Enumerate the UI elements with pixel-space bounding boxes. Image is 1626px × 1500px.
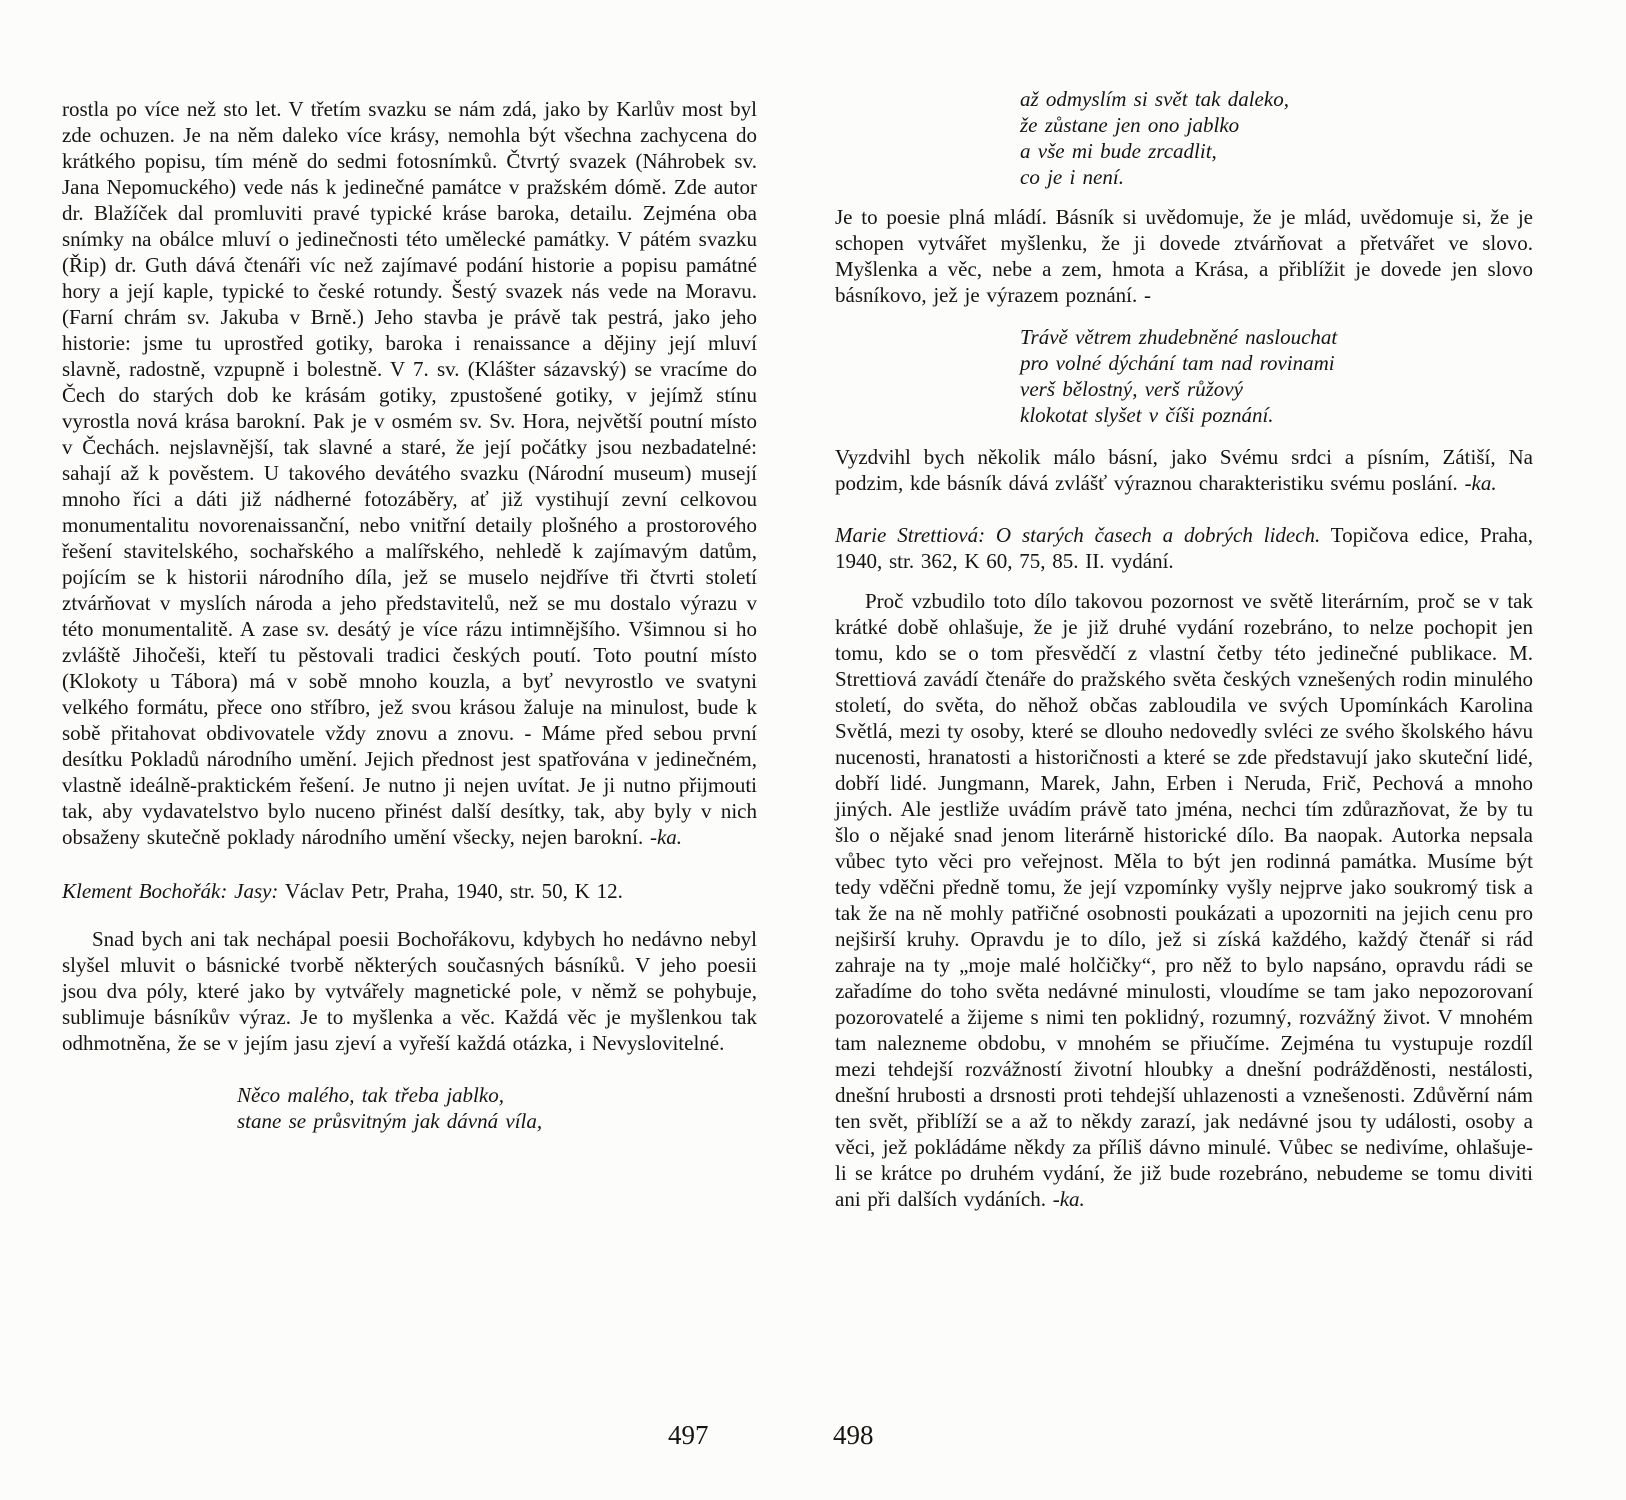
poem-line: klokotat slyšet v číši poznání. [1020, 403, 1274, 427]
heading-italic-part: Klement Bochořák: Jasy: [62, 879, 279, 903]
poem-line: stane se průsvitným jak dávná víla, [237, 1109, 543, 1133]
poem-line: co je i není. [1020, 165, 1124, 189]
paragraph-text: Snad bych ani tak nechápal poesii Bochořákovu, kdybych ho nedávno nebyl slyšel mluvit o básnické tvorbě některých současných básníků. V jeho poesii jsou dva póly, které jako by vytvářely magnetické pole, v němž se pohybuje, sublimuje básníkův výraz. Je to myšlenka a věc. Každá věc je myšlenkou tak odhmotněna, že se v jejím jasu zjeví a vyřeší každá otázka, i Nevyslovitelné. [62, 927, 757, 1055]
page-number-498: 498 [833, 1420, 874, 1450]
paragraph-text: rostla po více než sto let. V třetím svazku se nám zdá, jako by Karlův most byl zde ochuzen. Je na něm daleko více krásy, nemohla být všechna zachycena do krátkého popisu, tím méně do sedmi fotosnímků. Čtvrtý svazek (Náhrobek sv. Jana Nepomuckého) vede nás k jedinečné památce v pražském dómě. Zde autor dr. Blažíček dal promluviti pravé typické kráse baroka, detailu. Zejména oba snímky na obálce mluví o jedinečnosti této umělecké památky. V pátém svazku (Řip) dr. Guth dává čtenáři víc než zajímavé podání historie a popisu památné hory a její kaple, typické to české rotundy. Šestý svazek nás vede na Moravu. (Farní chrám sv. Jakuba v Brně.) Jeho stavba je právě tak pestrá, jako jeho historie: jsme tu uprostřed gotiky, baroka i renaissance a dějiny její mluví slavně, radostně, vzpupně i bolestně. V 7. sv. (Klášter sázavský) se vracíme do Čech do starých dob ke krásám gotiky, zpustošené gotiky, v jejímž stínu vyrostla nová krása barokní. Pak je v osmém sv. Sv. Hora, největší poutní místo v Čechách. nejslavnější, tak slavné a staré, že její počátky jsou nezbadatelné: sahají až k pověstem. U takového devátého svazku (Národní museum) musejí mnoho říci a dáti již nádherné fotozáběry, ať již vystihují zevní celkovou monumentalitu novorenaissanční, nebo vnitřní detaily plošného a prostorového řešení stavitelského, sochařského a malířského, nehledě k zajímavým datům, pojícím se k historii národního díla, jež se muselo nejdříve tři čtvrti století ztvárňovat v myslích národa a jeho představitelů, než se mu dostalo výrazu v této monumentalitě. A zase sv. desátý je více rázu intimnějšího. Všimnou si ho zvláště Jihočeši, kteří tu pěstovali tradici českých poutí. Toto poutní místo (Klokoty u Tábora) má v sobě mnoho kouzla, a byť nevyrostlo ve svatyni velkého formátu, přece ono stříbro, jež svou krásou žaluje na minulost, bude k sobě přitahovat obdivovatele vždy znovu a znovu. - Máme před sebou první desítku Pokladů národního umění. Jejich přednost jest spatřována v jedinečném, vlastně ideálně-praktickém řešení. Je nutno ji nejen uvítat. Je ji nutno přijmouti tak, aby vydavatelstvo bylo nuceno přinést další desítky, tak, aby byly v nich obsaženy skutečně poklady národního umění všecky, nejen barokní. [62, 97, 757, 849]
paragraph-poesie-mladi [835, 204, 1533, 308]
poem-line: Něco malého, tak třeba jablko, [237, 1083, 504, 1107]
poem-line: že zůstane jen ono jablko [1020, 113, 1240, 137]
poem-line: Trávě větrem zhudebněné naslouchat [1020, 325, 1338, 349]
paragraph-text: Proč vzbudilo toto dílo takovou pozornost ve světě literárním, proč se v tak krátké době ohlašuje, že je již druhé vydání rozebráno, to nelze pochopit jen tomu, kdo se o tom přesvědčí z vlastní četby této jedinečné publikace. M. Strettiová zavádí čtenáře do pražského světa českých vznešených rodin minulého století, do světa, do něhož občas zabloudila ve svých Upomínkách Karolina Světlá, mezi ty osoby, které se dlouho nedovedly svléci ze svého školského hávu nucenosti, hranatosti a historičnosti a které se zde představují jako skuteční lidé, dobří lidé. Jungmann, Marek, Jahn, Erben i Neruda, Frič, Pechová a mnoho jiných. Ale jestliže uvádím právě tato jména, nechci tím zdůrazňovat, že by tu šlo o nějaké snad jenom literárně historické dílo. Ba naopak. Autorka nepsala vůbec tyto věci pro veřejnost. Měla to být jen rodinná památka. Musíme být tedy vděčni předně tomu, že její vzpomínky vyšly nejprve jako soukromý tisk a tak že na ně mohly patřičné osobnosti poukázati a upozorniti na jejich cenu pro nejširší kruhy. Opravdu je to dílo, jež si získá každého, každý čtenář si rád zahraje na ty „moje malé holčičky“, pro něž to bylo napsáno, opravdu rádi se zařadíme do toho světa nedávné minulosti, vloudíme se tam jako nepozorovaní pozorovatelé a žijeme s nimi ten poklidný, rozumný, rozvážný život. V mnohém tam nalezneme obdobu, v mnohém se přiučíme. Zejména tu vystupuje rozdíl mezi tehdejší rozvážností životní hloubky a dnešní podrážděnosti, nestálosti, dnešní hrubosti a drsnosti proti tehdejší uhlazenosti a vznešenosti. Zdůvěrní nám ten svět, přiblíží se a až to někdy zarazí, jak nedávné jsou ty události, osoby a věci, jež pokládáme někdy za příliš dávno minulé. Vůbec se nedivíme, ohlašuje-li se krátce po druhém vydání, že již bude rozebráno, nebudeme se tomu diviti ani při dalších vydáních. [835, 589, 1533, 1211]
reviewer-signature: -ka. [1052, 1187, 1085, 1211]
paragraph-poklady-review [62, 96, 757, 850]
poem-line: až odmyslím si svět tak daleko, [1020, 87, 1289, 111]
paragraph-strettiova-review [835, 588, 1533, 1212]
poem-line: verš bělostný, verš růžový [1020, 377, 1243, 401]
poem-line: pro volné dýchání tam nad rovinami [1020, 351, 1335, 375]
right-column [835, 86, 1533, 1212]
poem-excerpt-trave [1020, 324, 1533, 428]
heading-italic-part: Marie Strettiová: O starých časech a dobrých lidech. [835, 523, 1321, 547]
heading-roman-part: Topičova edice, Praha, 1940, str. 362, K 60, 75, 85. II. vydání. [835, 523, 1533, 573]
left-column [62, 96, 757, 1134]
poem-excerpt-continued [1020, 86, 1533, 190]
reviewer-signature: -ka. [649, 825, 683, 849]
paragraph-bochorak-review [62, 926, 757, 1056]
review-heading-strettiova [835, 522, 1533, 574]
reviewer-signature: -ka. [1464, 471, 1497, 495]
page-number-497: 497 [668, 1420, 709, 1450]
paragraph-vyzdvihl [835, 444, 1533, 496]
paragraph-text: Je to poesie plná mládí. Básník si uvědomuje, že je mlád, uvědomuje si, že je schopen vytvářet myšlenku, že ji dovede ztvárňovat a přetvářet ve slovo. Myšlenka a věc, nebe a zem, hmota a Krása, a přiblížit je dovede jen slovo básníkovo, jež je výrazem poznání. - [835, 205, 1533, 307]
poem-line: a vše mi bude zrcadlit, [1020, 139, 1217, 163]
review-heading-bochorak [62, 878, 757, 904]
paragraph-text: Vyzdvihl bych několik málo básní, jako Svému srdci a písním, Zátiší, Na podzim, kde básník dává zvlášť výraznou charakteristiku svému poslání. [835, 445, 1533, 495]
heading-roman-part: Václav Petr, Praha, 1940, str. 50, K 12. [284, 879, 623, 903]
poem-excerpt [237, 1082, 757, 1134]
